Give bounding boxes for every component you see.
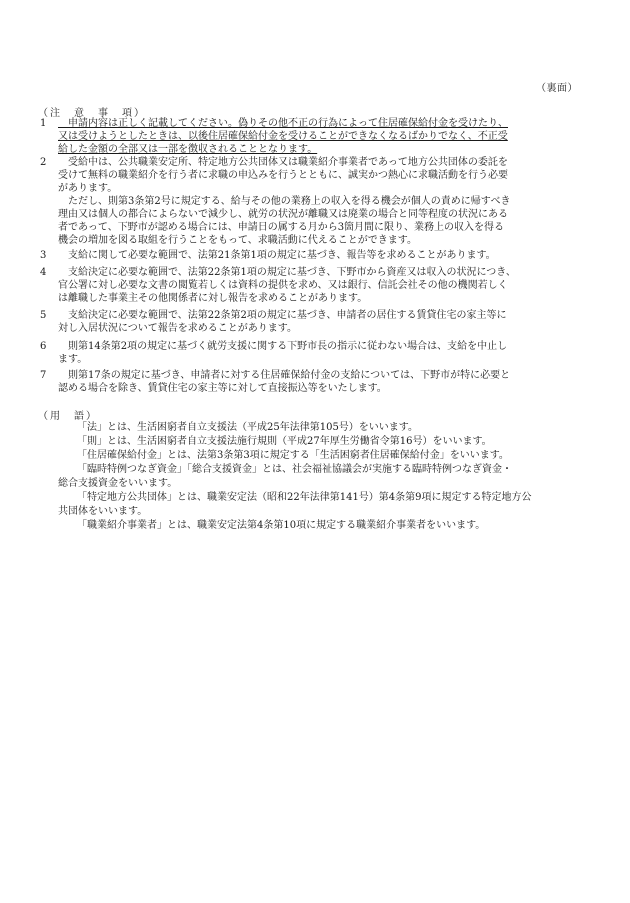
term-definition-continued: 総合支援資金をいいます。 [58, 478, 178, 489]
note-line: 対し入居状況について報告を求めることがあります。 [58, 323, 297, 334]
term-definition: 「臨時特例つなぎ資金」「総合支援資金」とは、社会福祉協議会が実施する臨時特例つなぎ資金・ [77, 464, 512, 475]
note-line: 機会の増加を図る取組を行うことをもって、求職活動に代えることができます。 [58, 235, 417, 246]
note-text [58, 340, 507, 366]
note-line: 則第14条第2項の規定に基づく就労支援に関する下野市長の指示に従わない場合は、支給を中止し [58, 341, 508, 352]
term-definition: 「法」とは、生活困窮者自立支援法（平成25年法律第105号）をいいます。 [77, 422, 419, 433]
note-line: 又は受けようとしたときは、以後住居確保給付金を受けることができなくなるばかりでなく、不正受 [58, 131, 508, 142]
note-text [58, 156, 511, 247]
term-definition-continued: 共団体をいいます。 [58, 506, 148, 517]
note-number: 6 [40, 341, 47, 352]
note-line: 支給決定に必要な範囲で、法第22条第2項の規定に基づき、申請者の居住する賃貸住宅の家主等に [58, 310, 507, 321]
note-line: 支給に関して必要な範囲で、法第21条第1項の規定に基づき、報告等を求めることがあります。 [58, 250, 496, 261]
note-line: 受給中は、公共職業安定所、特定地方公共団体又は職業紹介事業者であって地方公共団体の委託を [58, 157, 508, 168]
note-line: 受けて無料の職業紹介を行う者に求職の申込みを行うとともに、誠実かつ熱心に求職活動を行う必要 [58, 170, 508, 181]
note-line: 給した金額の全部又は一部を徴収されることとなります。 [58, 144, 318, 155]
note-line: ます。 [58, 354, 88, 365]
note-text [58, 266, 516, 305]
note-number: 3 [40, 250, 47, 261]
note-text [58, 309, 507, 335]
note-line: 官公署に対し必要な文書の閲覧若しくは資料の提供を求め、又は銀行、信託会社その他の機関若しく [58, 280, 508, 291]
note-line: 者であって、下野市が認める場合には、申請日の属する月から3箇月間に限り、業務上の収入を得る [58, 222, 505, 233]
notes-heading: （注 意 事 項） [38, 108, 146, 119]
note-line: 理由又は個人の都合によらないで減少し、就労の状況が離職又は廃業の場合と同等程度の状況にある [58, 209, 508, 220]
note-line: は離職した事業主その他関係者に対し報告を求めることがあります。 [58, 293, 368, 304]
note-line: があります。 [58, 183, 118, 194]
note-line: 支給決定に必要な範囲で、法第22条第1項の規定に基づき、下野市から資産又は収入の状況につき、 [58, 267, 516, 278]
note-number: 1 [40, 118, 47, 129]
note-text [58, 369, 510, 395]
term-definition: 「住居確保給付金」とは、法第3条第3項に規定する「生活困窮者住居確保給付金」をいいます。 [77, 450, 509, 461]
note-line: 申請内容は正しく記載してください。偽りその他不正の行為によって住居確保給付金を受けたり、 [58, 118, 508, 129]
note-number: 4 [40, 267, 47, 278]
note-number: 7 [40, 370, 47, 381]
note-number: 5 [40, 310, 47, 321]
note-text [58, 249, 496, 262]
note-number: 2 [40, 157, 47, 168]
page-side-label: （裏面） [536, 83, 578, 94]
note-text [58, 117, 508, 156]
note-line: 則第17条の規定に基づき、申請者に対する住居確保給付金の支給については、下野市が特に必要と [58, 370, 511, 381]
terms-heading: （用 語） [38, 411, 98, 422]
term-definition: 「職業紹介事業者」とは、職業安定法第4条第10項に規定する職業紹介事業者をいいます。 [77, 520, 486, 531]
note-line: 認める場合を除き、賃貸住宅の家主等に対して直接振込等をいたします。 [58, 383, 387, 394]
note-line: ただし、則第3条第2号に規定する、給与その他の業務上の収入を得る機会が個人の責めに帰すべき [58, 196, 511, 207]
term-definition: 「則」とは、生活困窮者自立支援法施行規則（平成27年厚生労働省令第16号）をいいます。 [77, 436, 492, 447]
term-definition: 「特定地方公共団体」とは、職業安定法（昭和22年法律第141号）第4条第9項に規定する特定地方公 [77, 492, 532, 503]
